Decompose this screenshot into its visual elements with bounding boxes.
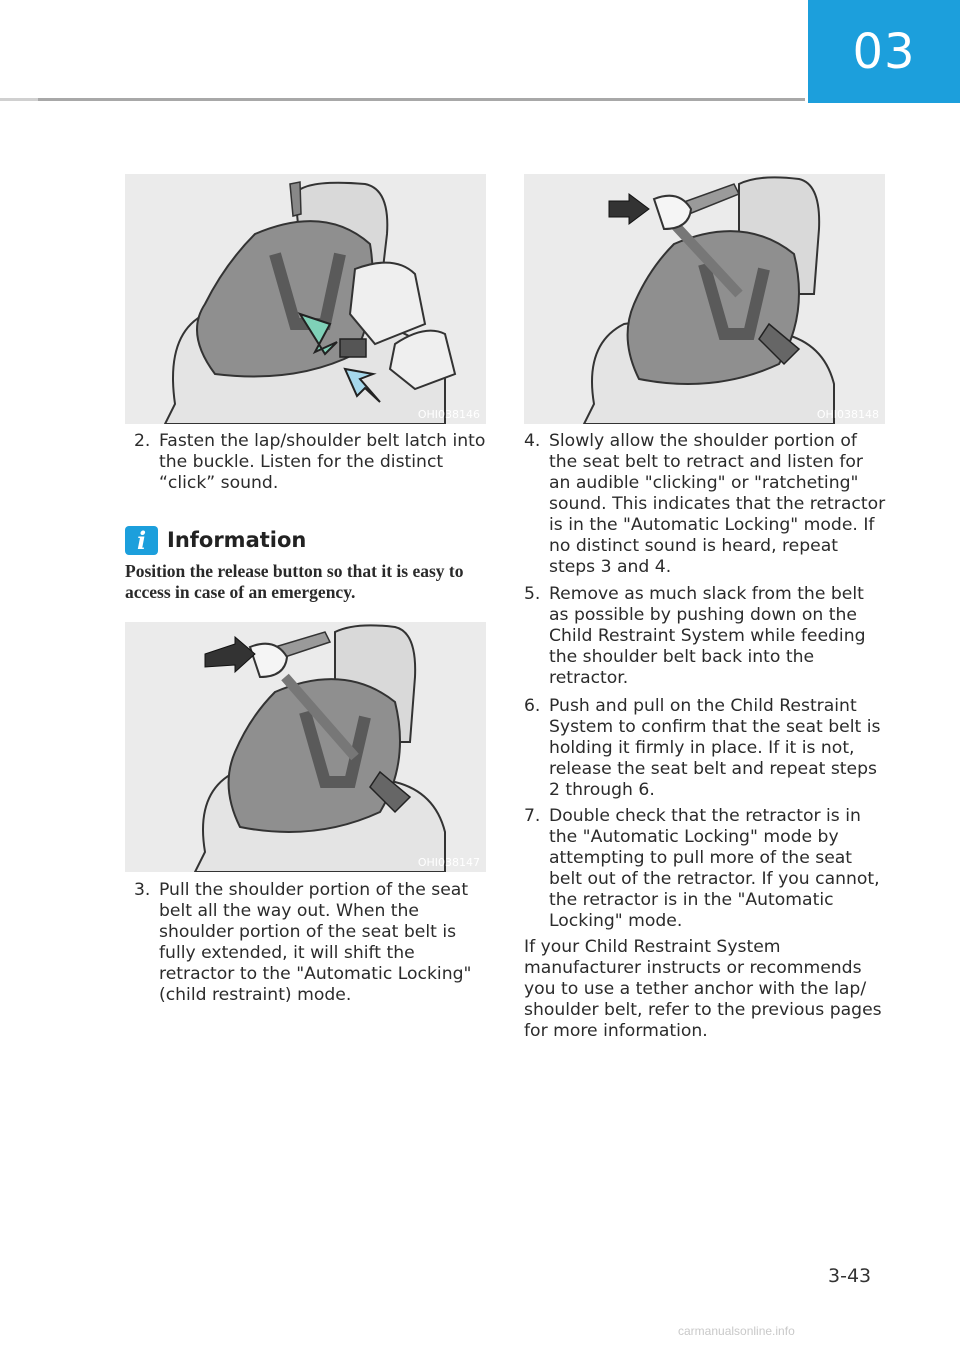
step-number: 4. — [524, 431, 541, 451]
figure-code: OHI038146 — [417, 408, 480, 421]
step-text: Remove as much slack from the belt as possible by pushing down on the Child Restraint System while feeding the shoulder belt back into the retractor. — [549, 584, 866, 688]
step-6 — [524, 696, 886, 801]
closing-paragraph: If your Child Restraint System manufacturer instructs or recommends you to use a tether anchor with the lap/ shoulder belt, refer to the previous pages for more information. — [524, 937, 882, 1041]
information-title: Information — [167, 528, 307, 552]
header-rule-accent — [0, 98, 38, 101]
watermark: carmanualsonline.info — [678, 1324, 795, 1338]
step-number: 6. — [524, 696, 541, 716]
figure-pull-belt — [125, 622, 486, 872]
step-number: 5. — [524, 584, 541, 604]
illustration-pull-shoulder-belt — [125, 622, 486, 872]
figure-buckle-latch — [125, 174, 486, 424]
step-7 — [524, 806, 886, 932]
step-5 — [524, 584, 886, 689]
information-body: Position the release button so that it is easy to access in case of an emergency. — [125, 561, 464, 602]
step-number: 3. — [134, 880, 151, 900]
step-text: Fasten the lap/shoulder belt latch into the buckle. Listen for the distinct “click” sound. — [159, 431, 486, 493]
step-3 — [134, 880, 489, 1006]
illustration-seat-buckle — [125, 174, 486, 424]
step-4 — [524, 431, 886, 578]
step-text: Pull the shoulder portion of the seat belt all the way out. When the shoulder portion of the seat belt is fully extended, it will shift the retractor to the "Automatic Locking" (child restraint) mode. — [159, 880, 472, 1005]
figure-retract-belt — [524, 174, 885, 424]
step-2 — [134, 431, 489, 494]
header-rule — [0, 98, 805, 101]
step-number: 7. — [524, 806, 541, 826]
step-number: 2. — [134, 431, 151, 451]
page-number: 3-43 — [828, 1265, 872, 1287]
info-icon: i — [125, 526, 158, 555]
illustration-retract-belt — [524, 174, 885, 424]
figure-code: OHI038147 — [417, 856, 480, 869]
step-text: Push and pull on the Child Restraint System to confirm that the seat belt is holding it firmly in place. If it is not, release the seat belt and repeat steps 2 through 6. — [549, 696, 881, 800]
chapter-tab: 03 — [808, 0, 960, 103]
information-heading — [125, 525, 306, 555]
step-text: Slowly allow the shoulder portion of the seat belt to retract and listen for an audible "clicking" or "ratcheting" sound. This indicates that the retractor is in the "Automatic Locking" mode. If no distinct sound is heard, repeat steps 3 and 4. — [549, 431, 886, 577]
figure-code: OHI038148 — [816, 408, 879, 421]
step-text: Double check that the retractor is in the "Automatic Locking" mode by attempting to pull more of the seat belt out of the retractor. If you cannot, the retractor is in the "Automatic Locking" mode. — [549, 806, 880, 931]
